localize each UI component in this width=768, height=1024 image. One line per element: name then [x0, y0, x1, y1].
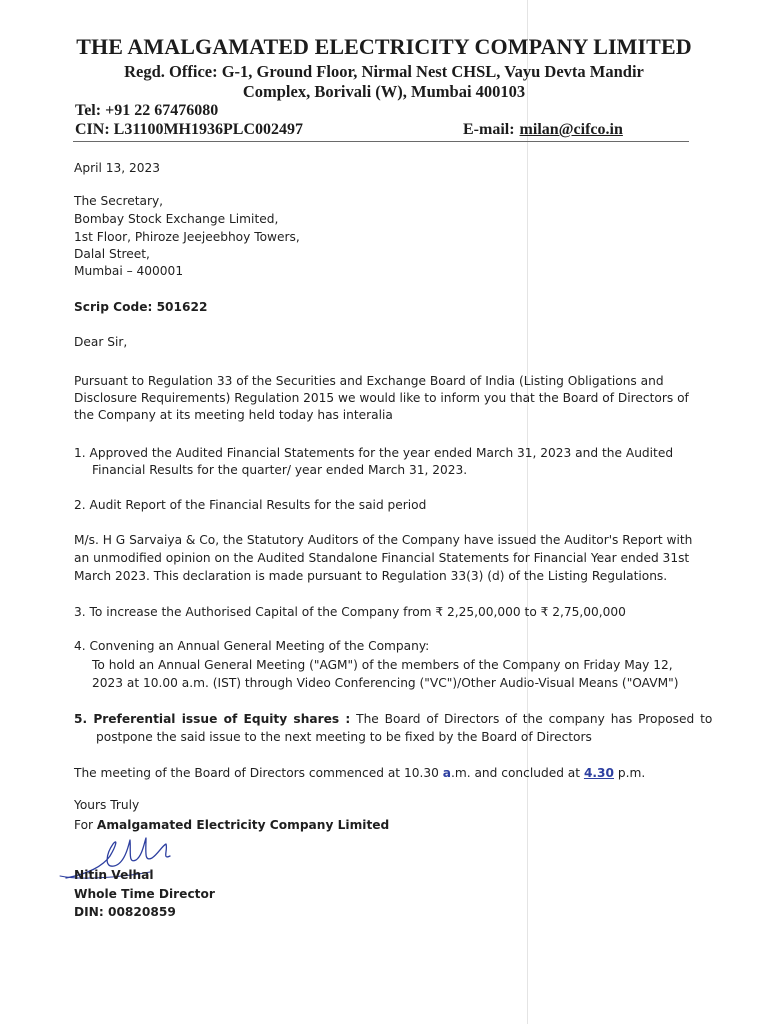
recipient-line: 1st Floor, Phiroze Jeejeebhoy Towers,: [74, 230, 300, 244]
signatory-name: Nitin Velhal: [74, 868, 154, 882]
handwritten-am: a: [442, 766, 451, 780]
intro-line: the Company at its meeting held today has interalia: [74, 408, 393, 422]
company-name: THE AMALGAMATED ELECTRICITY COMPANY LIMITED: [76, 34, 692, 59]
item-4-line: 4. Convening an Annual General Meeting of the Company:: [74, 639, 430, 653]
item-2: 2. Audit Report of the Financial Results for the said period: [74, 498, 427, 512]
scan-fold-line: [527, 0, 528, 1024]
auditor-line: M/s. H G Sarvaiya & Co, the Statutory Auditors of the Company have issued the Auditor's Report with: [74, 533, 693, 547]
item-5-heading: 5. Preferential issue of Equity shares :: [74, 712, 351, 726]
letterhead-divider: [73, 141, 689, 142]
auditor-line: an unmodified opinion on the Audited Standalone Financial Statements for Financial Year ended 31st: [74, 551, 690, 565]
handwritten-end-time: 4.30: [583, 766, 615, 780]
email-block: [463, 121, 623, 139]
scrip-code: Scrip Code: 501622: [74, 300, 208, 314]
item-5-line: [74, 711, 712, 728]
meeting-times: [74, 765, 645, 782]
item-4-line: 2023 at 10.00 a.m. (IST) through Video Conferencing ("VC")/Other Audio-Visual Means ("OAVM"): [92, 676, 679, 690]
email-link[interactable]: milan@cifco.in: [519, 121, 623, 138]
signatory-din: DIN: 00820859: [74, 905, 176, 919]
registered-office-line-1: Regd. Office: G-1, Ground Floor, Nirmal Nest CHSL, Vayu Devta Mandir: [124, 62, 644, 81]
item-1-line: 1. Approved the Audited Financial Statements for the year ended March 31, 2023 and the Audited: [74, 446, 674, 460]
registered-office-line-2: Complex, Borivali (W), Mumbai 400103: [242, 82, 526, 101]
salutation: Dear Sir,: [74, 335, 128, 349]
recipient-line: Bombay Stock Exchange Limited,: [74, 212, 279, 226]
intro-line: Disclosure Requirements) Regulation 2015 we would like to inform you that the Board of Directors of: [74, 391, 689, 405]
item-1-line: Financial Results for the quarter/ year ended March 31, 2023.: [92, 463, 468, 477]
item-3: 3. To increase the Authorised Capital of the Company from ₹ 2,25,00,000 to ₹ 2,75,00,000: [74, 605, 626, 619]
item-5-text: The Board of Directors of the company has Proposed to: [356, 712, 713, 726]
for-label: For: [74, 818, 94, 832]
letter-date: April 13, 2023: [74, 161, 161, 175]
recipient-line: Dalal Street,: [74, 247, 150, 261]
recipient-line: Mumbai – 400001: [74, 264, 184, 278]
meeting-text: p.m.: [614, 766, 646, 780]
item-5-line: postpone the said issue to the next meeting to be fixed by the Board of Directors: [96, 730, 592, 744]
meeting-text: The meeting of the Board of Directors commenced at 10.30: [74, 766, 443, 780]
meeting-text: .m. and concluded at: [450, 766, 584, 780]
closing: Yours Truly: [74, 798, 140, 812]
for-company: Amalgamated Electricity Company Limited: [96, 818, 390, 832]
email-label: E-mail:: [463, 121, 515, 138]
item-4-line: To hold an Annual General Meeting ("AGM") of the members of the Company on Friday May 12,: [92, 658, 673, 672]
intro-line: Pursuant to Regulation 33 of the Securities and Exchange Board of India (Listing Obligations and: [74, 374, 664, 388]
signatory-designation: Whole Time Director: [74, 887, 215, 901]
auditor-line: March 2023. This declaration is made pursuant to Regulation 33(3) (d) of the Listing Regulations.: [74, 569, 668, 583]
recipient-line: The Secretary,: [74, 194, 164, 208]
cin-number: CIN: L31100MH1936PLC002497: [75, 121, 303, 138]
telephone: Tel: +91 22 67476080: [75, 102, 219, 119]
